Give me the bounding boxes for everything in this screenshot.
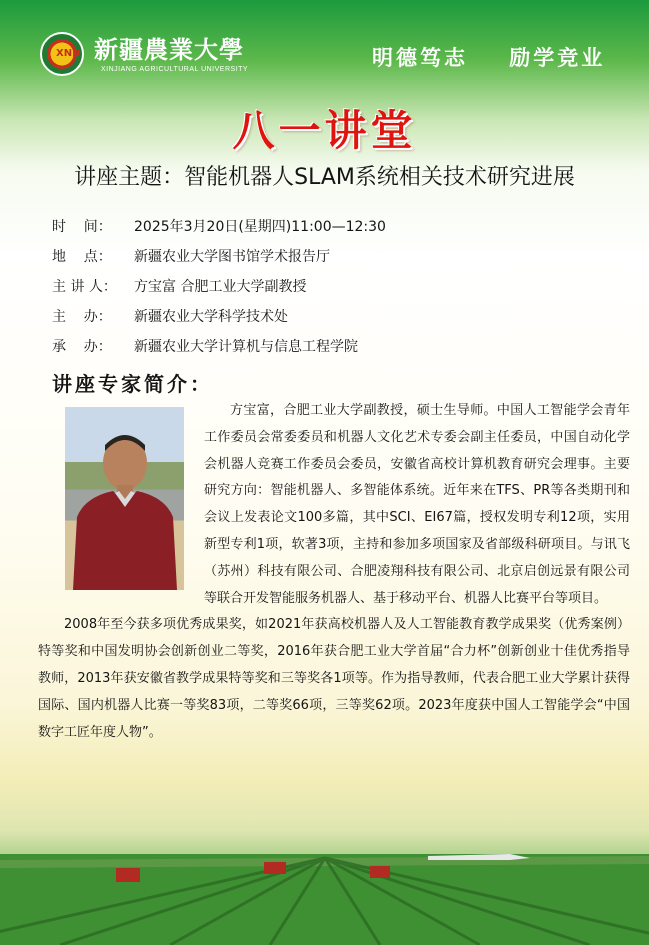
info-value: 新疆农业大学科学技术处 [134,309,288,325]
photo-spacer [38,398,204,610]
university-motto: 明德笃志 励学竞业 [372,45,606,70]
info-label: 地 点： [52,249,112,265]
info-row-time [52,212,386,242]
info-value: 新疆农业大学计算机与信息工程学院 [134,339,358,355]
info-value: 新疆农业大学图书馆学术报告厅 [134,249,330,265]
logo-text: XND [56,48,81,59]
university-name-en: XINJIANG AGRICULTURAL UNIVERSITY [101,66,249,73]
bio-paragraph: 方宝富，合肥工业大学副教授，硕士生导师。中国人工智能学会青年工作委员会常委委员和机器人文化艺术专委会副主任委员，中国自动化学会机器人竞赛工作委员会委员，安徽省高校计算机教育研究会理事。主要研究方向：智能机器人、多智能体系统。近年来在TFS、PR等各类期刊和会议上发表论文100多篇，其中SCI、EI67篇，授权发明专利12项，实用新型专利1项，软著3项，主持和参加多项国家及省部级科研项目。与讯飞（苏州）科技有限公司、合肥凌翔科技有限公司、北京启创远景有限公司等联合开发智能服务机器人、基于移动平台、机器人比赛平台等项目。 [204,403,630,606]
lecture-topic: 讲座主题：智能机器人SLAM系统相关技术研究进展 [74,165,575,190]
forum-title: 八一讲堂 [232,106,417,155]
info-label: 承 办： [52,339,112,355]
info-label: 主 办： [52,309,112,325]
farmland-illustration [0,840,649,945]
info-value: 2025年3月20日(星期四)11:00—12:30 [134,219,386,235]
bio-paragraph: 2008年至今获多项优秀成果奖，如2021年获高校机器人及人工智能教育教学成果奖（优秀案例）特等奖和中国发明协会创新创业二等奖，2016年获合肥工业大学首届“合力杯”创新创业十佳优秀指导教师，2013年获安徽省教学成果特等奖和三等奖各1项等。作为指导教师，代表合肥工业大学累计获得国际、国内机器人比赛一等奖83项，二等奖66项，三等奖62项。2023年度获中国人工智能学会“中国数字工匠年度人物”。 [38,617,630,740]
info-label: 主 讲 人： [52,279,117,295]
lecture-info [52,212,386,362]
tractor-icon [264,862,286,874]
bio-heading: 讲座专家简介： [52,372,213,396]
university-logo [40,32,84,76]
tractor-icon [116,868,140,882]
info-row-host [52,302,386,332]
info-row-location [52,242,386,272]
tractor-icon [370,866,390,878]
info-label: 时 间： [52,219,112,235]
university-name-cn: 新疆農業大學 [94,35,244,64]
bio-body [38,398,630,746]
info-value: 方宝富 合肥工业大学副教授 [134,279,307,295]
info-row-speaker [52,272,386,302]
info-row-organizer [52,332,386,362]
